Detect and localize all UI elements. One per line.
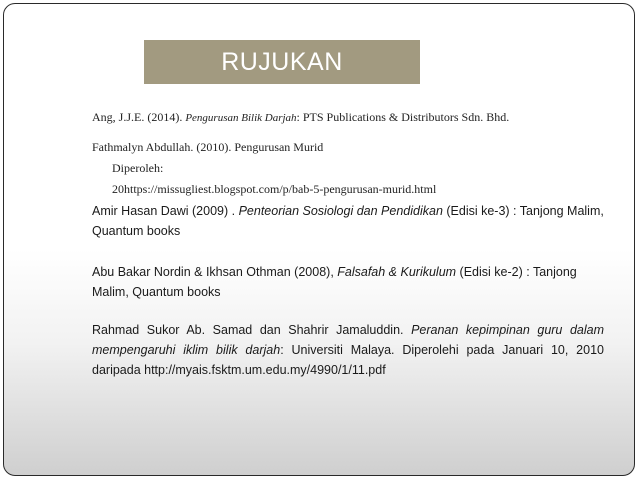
reference-3-title: Penteorian Sosiologi dan Pendidikan xyxy=(238,204,443,218)
reference-4 xyxy=(92,262,604,302)
reference-3 xyxy=(92,201,604,241)
slide-title: RUJUKAN xyxy=(221,47,343,76)
reference-4-title: Falsafah & Kurikulum xyxy=(337,265,457,279)
reference-3-text: Amir Hasan Dawi (2009) . xyxy=(92,204,239,218)
reference-5-text: Rahmad Sukor Ab. Samad dan Shahrir Jamaluddin. xyxy=(92,323,412,337)
reference-5-publisher: : Universiti Malaya. Diperolehi pada Januari 10, 2010 daripada http://myais.fsktm.um.edu.my/4990/1/11.pdf xyxy=(92,343,604,377)
reference-2-line-1: Fathmalyn Abdullah. (2010). Pengurusan Murid xyxy=(92,140,324,154)
title-banner xyxy=(144,40,420,84)
reference-2-url: 20https://missugliest.blogspot.com/p/bab-5-pengurusan-murid.html xyxy=(112,182,437,196)
reference-1 xyxy=(92,110,509,125)
reference-5 xyxy=(92,320,604,380)
reference-5-title: Peranan kepimpinan guru dalam mempengaruhi iklim bilik darjah xyxy=(92,323,604,357)
reference-1-title: Pengurusan Bilik Darjah xyxy=(185,112,297,124)
reference-3-publisher: (Edisi ke-3) : Tanjong Malim, Quantum books xyxy=(92,204,604,238)
slide xyxy=(3,3,635,476)
reference-4-text: Abu Bakar Nordin & Ikhsan Othman (2008), xyxy=(92,265,338,279)
reference-1-publisher: : PTS Publications & Distributors Sdn. Bhd. xyxy=(296,110,510,124)
reference-1-text: Ang, J.J.E. (2014). xyxy=(92,110,186,124)
reference-2-line-2: Diperoleh: xyxy=(112,161,164,175)
reference-4-publisher: (Edisi ke-2) : Tanjong Malim, Quantum books xyxy=(92,265,577,299)
